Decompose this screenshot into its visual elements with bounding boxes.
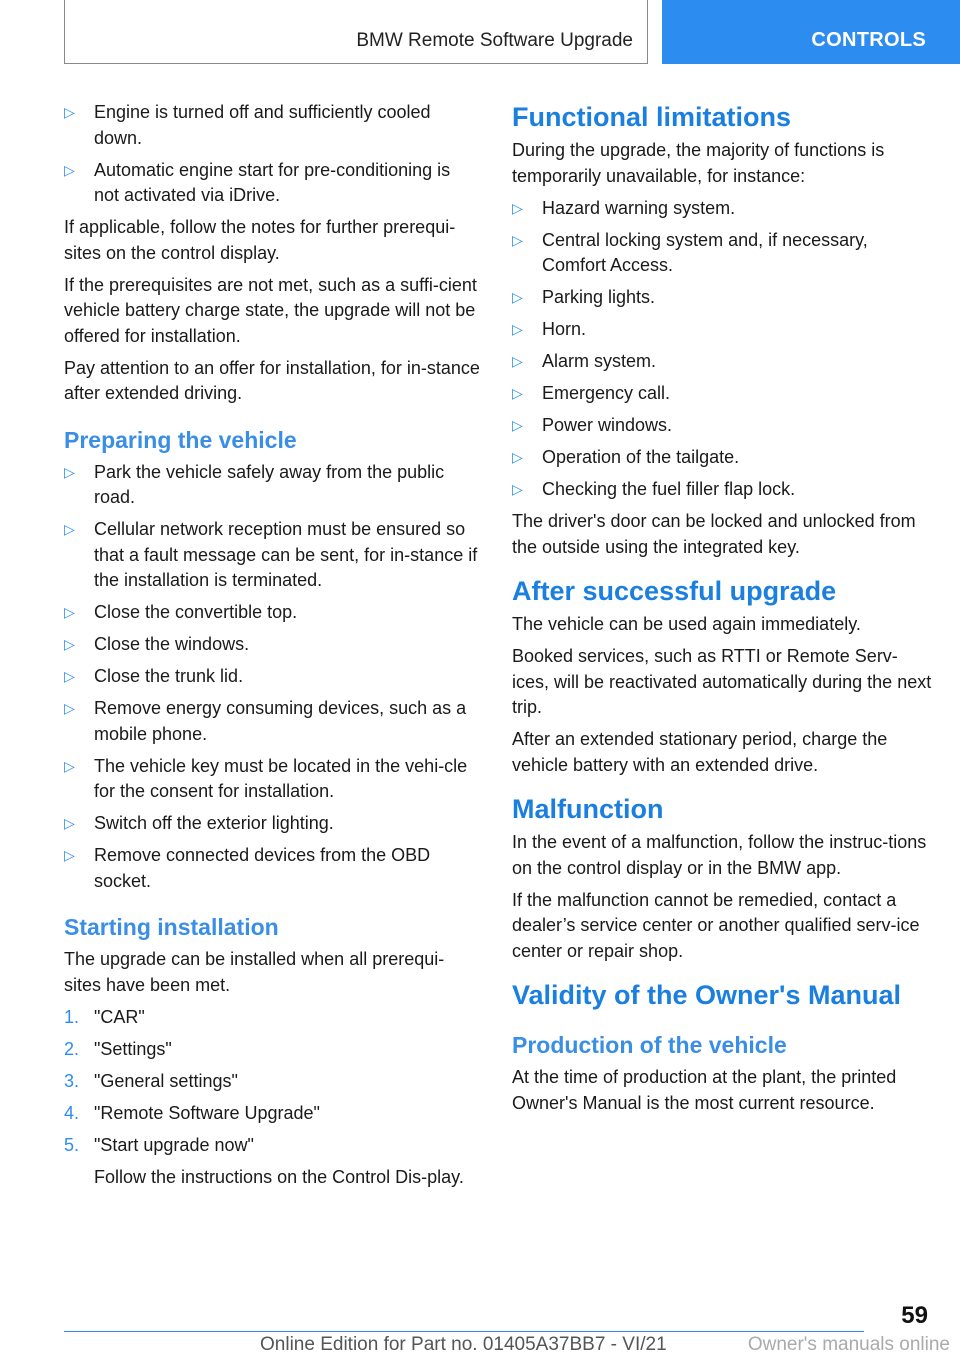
list-item: ▷ Operation of the tailgate. [512,445,932,471]
step-item: 4. "Remote Software Upgrade" [64,1101,480,1127]
list-item: ▷ Checking the fuel filler flap lock. [512,477,932,503]
triangle-bullet-icon: ▷ [512,199,523,216]
list-item: ▷ Switch off the exterior lighting. [64,811,480,837]
triangle-bullet-icon: ▷ [512,321,523,337]
triangle-bullet-icon: ▷ [512,449,523,465]
triangle-bullet-icon: ▷ [512,481,523,497]
triangle-bullet-icon: ▷ [512,231,523,248]
triangle-bullet-icon: ▷ [64,815,75,831]
paragraph: The upgrade can be installed when all prerequi‐sites have been met. [64,949,445,995]
step-number: 3. [64,1070,80,1091]
list-item: ▷ Park the vehicle safely away from the public road. [64,461,445,507]
section-heading-starting: Starting installation [64,914,279,940]
step-item: 2. "Settings" [64,1037,480,1063]
triangle-bullet-icon: ▷ [512,385,523,401]
step-number: 2. [64,1038,80,1059]
right-column [512,100,932,1123]
list-item: ▷ Power windows. [512,413,932,439]
step-number: 4. [64,1102,80,1123]
paragraph: If applicable, follow the notes for further prerequi‐sites on the control display. [64,217,456,263]
list-item: ▷ Alarm system. [512,349,932,375]
paragraph: The driver's door can be locked and unlocked from the outside using the integrated key. [512,511,916,557]
triangle-bullet-icon: ▷ [64,668,75,684]
left-column [64,100,480,1197]
triangle-bullet-icon: ▷ [64,847,75,863]
page-number: 59 [901,1302,928,1329]
paragraph: Booked services, such as RTTI or Remote Serv‐ices, will be reactivated automatically during the next trip. [512,646,932,717]
list-item: ▷ Engine is turned off and sufficiently cooled down. [64,102,431,148]
list-item: ▷ Remove connected devices from the OBD socket. [64,845,431,891]
section-heading-malfunction: Malfunction [512,794,664,824]
triangle-bullet-icon: ▷ [512,289,523,305]
triangle-bullet-icon: ▷ [64,104,75,120]
list-item: ▷ Parking lights. [512,285,932,311]
paragraph: At the time of production at the plant, the printed Owner's Manual is the most current resource. [512,1067,897,1113]
triangle-bullet-icon: ▷ [512,353,523,369]
limitations-list [512,196,932,503]
triangle-bullet-icon: ▷ [64,757,75,774]
list-item: ▷ Close the convertible top. [64,600,480,626]
installation-steps [64,1005,480,1159]
header-title: BMW Remote Software Upgrade [356,30,633,51]
triangle-bullet-icon: ▷ [64,636,75,652]
sub-heading-production: Production of the vehicle [512,1032,787,1058]
list-item: ▷ Close the windows. [64,632,480,658]
list-item: ▷ Emergency call. [512,381,932,407]
section-heading-after-upgrade: After successful upgrade [512,576,837,606]
paragraph: After an extended stationary period, charge the vehicle battery with an extended drive. [512,729,888,775]
header-title-box [64,0,648,64]
footer-divider [64,1331,864,1332]
triangle-bullet-icon: ▷ [64,463,75,480]
list-item: ▷ Automatic engine start for pre-conditioning is not activated via iDrive. [64,159,451,205]
triangle-bullet-icon: ▷ [64,604,75,620]
step-number: 1. [64,1006,80,1027]
section-heading-preparing: Preparing the vehicle [64,426,297,453]
list-item: ▷ Remove energy consuming devices, such as a mobile phone. [64,698,467,744]
list-item: ▷ The vehicle key must be located in the vehi‐cle for the consent for installation. [64,755,468,801]
step-number: 5. [64,1134,80,1155]
list-item: ▷ Horn. [512,317,932,343]
section-heading-functional: Functional limitations [512,102,792,132]
step-item: 1. "CAR" [64,1005,480,1031]
list-item: ▷ Close the trunk lid. [64,664,480,690]
paragraph: If the prerequisites are not met, such as a suffi‐cient vehicle battery charge state, the upgrade will not be offered for installation. [64,274,477,346]
paragraph: The vehicle can be used again immediately. [512,614,861,634]
list-item: ▷ Cellular network reception must be ensured so that a fault message can be sent, for in‐stance if the installation is terminated. [64,519,478,590]
list-item: ▷ Central locking system and, if necessary, Comfort Access. [512,229,868,275]
section-heading-validity: Validity of the Owner's Manual [512,980,901,1010]
list-item: ▷ Hazard warning system. [512,196,932,222]
paragraph: If the malfunction cannot be remedied, contact a dealer’s service center or another qualified serv‐ice center or repair shop. [512,889,920,961]
step-item: 3. "General settings" [64,1069,480,1095]
step-item: 5. "Start upgrade now" [64,1133,480,1159]
paragraph: Pay attention to an offer for installation, for in‐stance after extended driving. [64,357,480,403]
triangle-bullet-icon: ▷ [64,700,75,716]
prerequisites-list [64,100,480,209]
header-section-tab [662,0,960,64]
preparing-list [64,460,480,895]
paragraph: In the event of a malfunction, follow the instruc‐tions on the control display or in the BMW app. [512,832,927,878]
footer-watermark: Owner's manuals online [747,1334,950,1355]
triangle-bullet-icon: ▷ [512,417,523,433]
triangle-bullet-icon: ▷ [64,521,75,537]
header-section-label: CONTROLS [811,29,926,51]
paragraph: During the upgrade, the majority of functions is temporarily unavailable, for instance: [512,140,885,186]
footer-edition: Online Edition for Part no. 01405A37BB7 - VI/21 [260,1334,667,1355]
triangle-bullet-icon: ▷ [64,161,75,178]
step-follow-text: Follow the instructions on the Control Dis‐play. [94,1166,464,1187]
